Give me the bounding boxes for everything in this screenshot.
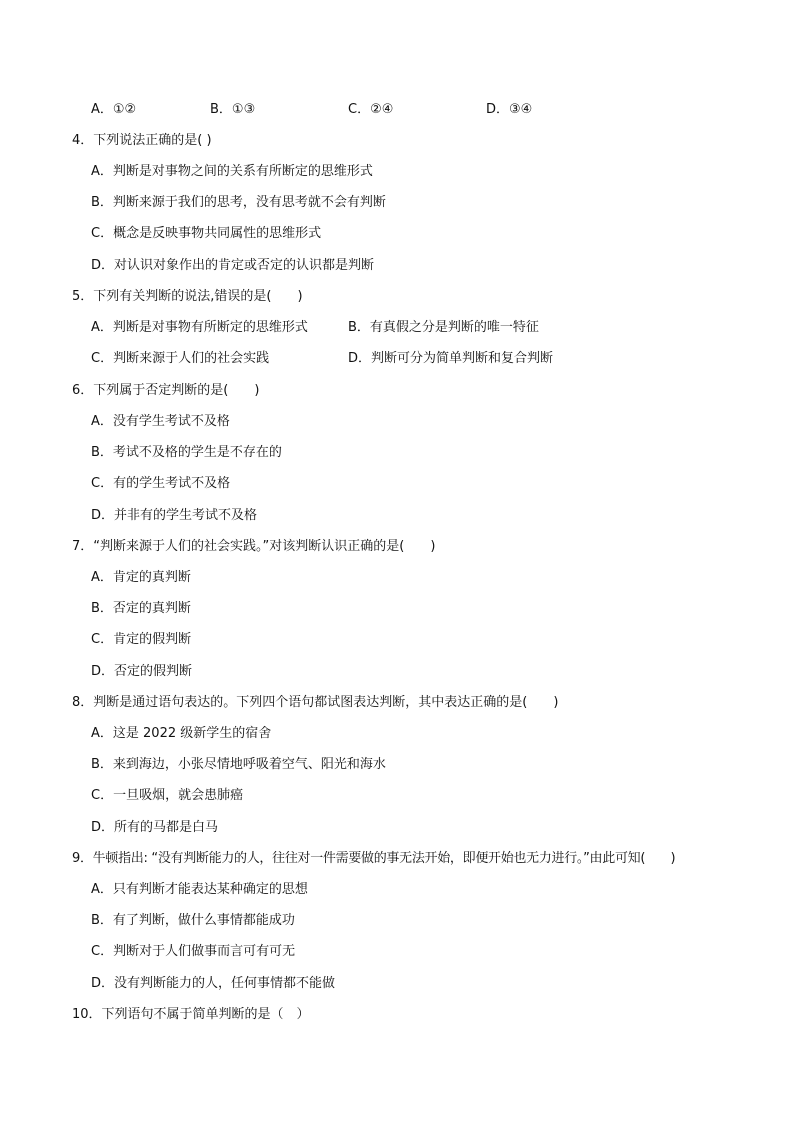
option-d: D．没有判断能力的人，任何事情都不能做 <box>91 976 336 991</box>
option-b: B．有了判断，做什么事情都能成功 <box>91 913 295 928</box>
option-a: A．只有判断才能表达某种确定的思想 <box>91 882 308 897</box>
option-a: A．①② <box>91 102 137 117</box>
question-stem: 4．下列说法正确的是( ) <box>72 133 212 148</box>
option-c: C．②④ <box>348 102 394 117</box>
option-d: D．所有的马都是白马 <box>91 820 219 835</box>
option-d: D．判断可分为简单判断和复合判断 <box>348 351 554 366</box>
option-c: C．一旦吸烟，就会患肺癌 <box>91 788 244 803</box>
option-c: C．有的学生考试不及格 <box>91 476 231 491</box>
option-a: A．肯定的真判断 <box>91 570 191 585</box>
option-c: C．判断来源于人们的社会实践 <box>91 351 270 366</box>
option-a: A．判断是对事物之间的关系有所断定的思维形式 <box>91 164 373 179</box>
option-b: B．判断来源于我们的思考，没有思考就不会有判断 <box>91 195 386 210</box>
option-d: D．③④ <box>486 102 533 117</box>
question-stem: 5．下列有关判断的说法,错误的是( ) <box>72 289 303 304</box>
option-b: B．否定的真判断 <box>91 601 191 616</box>
option-a: A．这是 2022 级新学生的宿舍 <box>91 726 272 741</box>
question-stem: 9．牛顿指出: “没有判断能力的人，往往对一件需要做的事无法开始，即便开始也无力进行。”由此可知( ) <box>72 851 676 866</box>
option-b: B．考试不及格的学生是不存在的 <box>91 445 282 460</box>
option-d: D．否定的假判断 <box>91 664 193 679</box>
option-d: D．并非有的学生考试不及格 <box>91 508 258 523</box>
question-stem: 6．下列属于否定判断的是( ) <box>72 383 260 398</box>
option-a: A．判断是对事物有所断定的思维形式 <box>91 320 308 335</box>
question-stem: 8．判断是通过语句表达的。下列四个语句都试图表达判断，其中表达正确的是( ) <box>72 695 559 710</box>
option-b: B．①③ <box>210 102 256 117</box>
option-c: C．判断对于人们做事而言可有可无 <box>91 944 296 959</box>
option-a: A．没有学生考试不及格 <box>91 414 230 429</box>
question-stem: 7．“判断来源于人们的社会实践。”对该判断认识正确的是( ) <box>72 539 436 554</box>
question-stem: 10．下列语句不属于简单判断的是（ ） <box>72 1007 310 1022</box>
option-c: C．肯定的假判断 <box>91 632 192 647</box>
option-c: C．概念是反映事物共同属性的思维形式 <box>91 226 322 241</box>
option-d: D．对认识对象作出的肯定或否定的认识都是判断 <box>91 258 375 273</box>
option-b: B．有真假之分是判断的唯一特征 <box>348 320 539 335</box>
option-b: B．来到海边，小张尽情地呼吸着空气、阳光和海水 <box>91 757 386 772</box>
